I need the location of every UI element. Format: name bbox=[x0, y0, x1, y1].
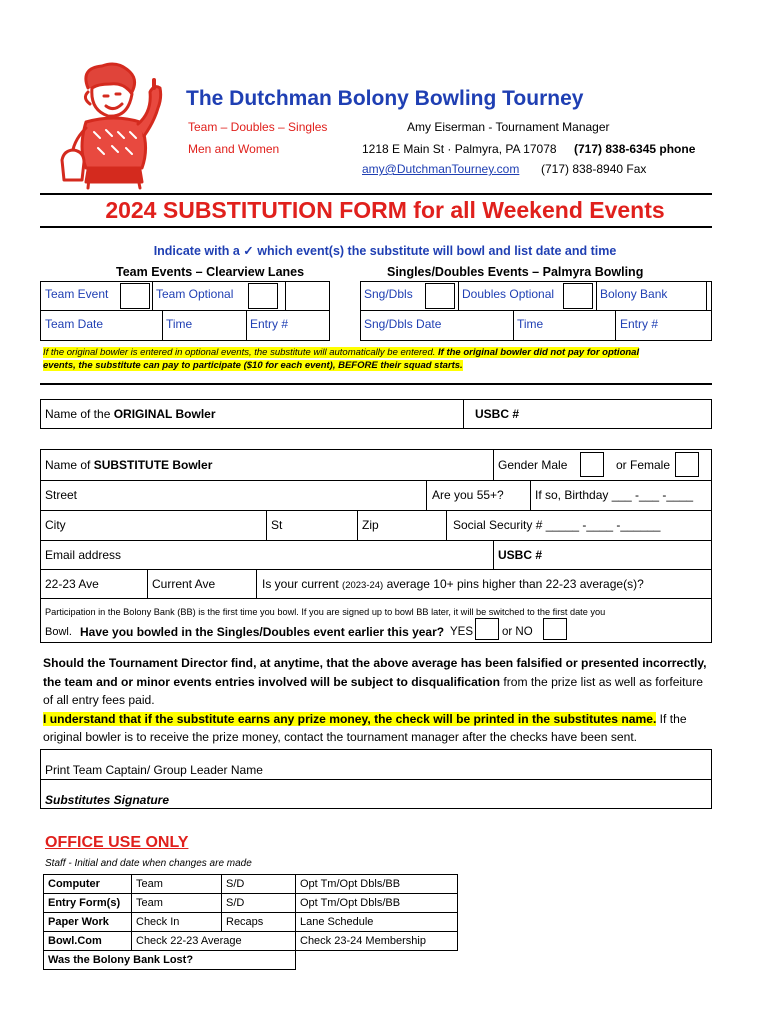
divider bbox=[246, 310, 247, 341]
sng-dbls-label: Sng/Dbls bbox=[364, 287, 413, 301]
table-row bbox=[44, 913, 458, 932]
singles-events-heading: Singles/Doubles Events – Palmyra Bowling bbox=[387, 265, 644, 279]
original-label-bold: ORIGINAL Bowler bbox=[113, 407, 216, 421]
disclaimer-plain-2: from the prize list as well as forfeiture bbox=[499, 674, 703, 689]
gender-male-label: Gender Male bbox=[498, 458, 568, 472]
substitute-usbc-field[interactable]: USBC # bbox=[498, 548, 543, 562]
table-cell: Paper Work bbox=[44, 913, 132, 932]
divider bbox=[40, 598, 712, 599]
disclaimer-line-2 bbox=[43, 673, 733, 692]
table-row bbox=[44, 932, 458, 951]
birthday-field[interactable]: If so, Birthday ___ -___ -____ bbox=[535, 488, 694, 502]
divider bbox=[40, 480, 712, 481]
divider bbox=[596, 281, 597, 310]
disclaimer-line-4 bbox=[43, 710, 733, 729]
event-types: Team – Doubles – Singles bbox=[188, 120, 328, 134]
phone: (717) 838-6345 phone bbox=[574, 142, 696, 156]
bb-note: Participation in the Bolony Bank (BB) is the first time you bowl. If you are signed up to bowl BB later, it will be switched to the first date you bbox=[45, 607, 606, 617]
female-label: or Female bbox=[616, 458, 671, 472]
note-bold: If the original bowler did not pay for optional bbox=[438, 347, 640, 358]
ave-2223-field[interactable]: 22-23 Ave bbox=[45, 577, 99, 591]
state-field[interactable]: St bbox=[271, 518, 283, 532]
disclaimer-line-1: Should the Tournament Director find, at anytime, that the above average has been falsified or presented incorrectly, bbox=[43, 656, 707, 670]
ssn-field[interactable]: Social Security # _____ -____ -______ bbox=[453, 518, 661, 532]
table-cell bbox=[296, 951, 458, 970]
zip-field[interactable]: Zip bbox=[362, 518, 379, 532]
original-usbc-field[interactable]: USBC # bbox=[475, 407, 520, 421]
note-plain: If the original bowler is entered in optional events, the substitute will automatically be entered. bbox=[43, 347, 439, 358]
disclaimer-line-5: original bowler is to receive the prize money, contact the tournament manager after the checks have been sent. bbox=[43, 730, 638, 744]
divider bbox=[493, 449, 494, 480]
office-use-heading: OFFICE USE ONLY bbox=[45, 834, 189, 851]
no-checkbox[interactable] bbox=[543, 618, 567, 640]
avg-q-a: Is your current bbox=[262, 577, 343, 591]
email-link[interactable]: amy@DutchmanTourney.com bbox=[362, 162, 520, 176]
note-bold-2: events, the substitute can pay to participate ($10 for each event), BEFORE their squad starts. bbox=[43, 360, 463, 371]
sng-dbls-date-field[interactable]: Sng/Dbls Date bbox=[364, 317, 442, 331]
divider bbox=[40, 383, 712, 385]
bowl-label: Bowl. bbox=[45, 626, 72, 638]
table-cell: S/D bbox=[222, 894, 296, 913]
divider bbox=[446, 510, 447, 540]
yes-label: YES bbox=[450, 626, 474, 638]
divider bbox=[357, 510, 358, 540]
divider bbox=[40, 226, 712, 228]
age-55-field[interactable]: Are you 55+? bbox=[432, 488, 504, 502]
bolony-bank-label: Bolony Bank bbox=[600, 287, 668, 301]
divider bbox=[426, 480, 427, 510]
address: 1218 E Main St · Palmyra, PA 17078 bbox=[362, 142, 557, 156]
team-time-field[interactable]: Time bbox=[166, 317, 193, 331]
sng-time-field[interactable]: Time bbox=[517, 317, 544, 331]
form-title: 2024 SUBSTITUTION FORM for all Weekend Events bbox=[105, 197, 665, 223]
divider bbox=[266, 510, 267, 540]
table-cell: Computer bbox=[44, 875, 132, 894]
table-cell: Recaps bbox=[222, 913, 296, 932]
divider bbox=[493, 540, 494, 569]
table-cell: Check In bbox=[132, 913, 222, 932]
table-cell: Was the Bolony Bank Lost? bbox=[44, 951, 296, 970]
table-cell: Team bbox=[132, 894, 222, 913]
event-instruction: Indicate with a ✓ which event(s) the substitute will bowl and list date and time bbox=[153, 244, 617, 258]
divider bbox=[40, 310, 330, 311]
yes-checkbox[interactable] bbox=[475, 618, 499, 640]
table-row bbox=[44, 951, 458, 970]
table-row bbox=[44, 894, 458, 913]
divider bbox=[706, 281, 707, 310]
divider bbox=[40, 540, 712, 541]
doubles-optional-label: Doubles Optional bbox=[462, 287, 555, 301]
table-cell: Check 23-24 Membership bbox=[296, 932, 458, 951]
captain-name-field[interactable]: Print Team Captain/ Group Leader Name bbox=[45, 763, 263, 777]
table-cell: Opt Tm/Opt Dbls/BB bbox=[296, 894, 458, 913]
table-row bbox=[44, 875, 458, 894]
doubles-optional-checkbox[interactable] bbox=[563, 283, 593, 309]
divider bbox=[162, 310, 163, 341]
team-optional-label: Team Optional bbox=[156, 287, 234, 301]
fax: (717) 838-8940 Fax bbox=[541, 162, 647, 176]
disclaimer bbox=[43, 654, 733, 747]
divider bbox=[40, 779, 712, 780]
average-question bbox=[262, 577, 644, 591]
staff-note: Staff - Initial and date when changes are made bbox=[45, 858, 252, 869]
bowler-mascot-icon bbox=[58, 58, 170, 192]
substitute-bowler-field[interactable] bbox=[45, 458, 212, 472]
table-cell: Bowl.Com bbox=[44, 932, 132, 951]
tourney-title: The Dutchman Bolony Bowling Tourney bbox=[186, 87, 584, 110]
divider bbox=[463, 399, 464, 429]
men-and-women: Men and Women bbox=[188, 142, 280, 156]
substitute-signature-field[interactable]: Substitutes Signature bbox=[45, 793, 170, 807]
substitute-label-bold: SUBSTITUTE Bowler bbox=[93, 458, 213, 472]
team-event-checkbox[interactable] bbox=[120, 283, 150, 309]
divider bbox=[285, 281, 286, 310]
original-bowler-field[interactable] bbox=[45, 407, 216, 421]
disclaimer-line-3: of all entry fees paid. bbox=[43, 693, 155, 707]
bowled-question: Have you bowled in the Singles/Doubles event earlier this year? bbox=[80, 625, 445, 639]
sng-entry-field[interactable]: Entry # bbox=[620, 317, 659, 331]
divider bbox=[360, 310, 712, 311]
divider bbox=[513, 310, 514, 341]
table-cell: S/D bbox=[222, 875, 296, 894]
avg-q-b: average 10+ pins higher than 22-23 average(s)? bbox=[383, 577, 644, 591]
table-cell: Opt Tm/Opt Dbls/BB bbox=[296, 875, 458, 894]
disclaimer-plain-4a: If the bbox=[656, 711, 687, 726]
table-cell: Check 22-23 Average bbox=[132, 932, 296, 951]
no-label: or NO bbox=[502, 626, 533, 638]
optional-events-note bbox=[43, 346, 713, 372]
email-field[interactable]: Email address bbox=[45, 548, 122, 562]
team-date-field[interactable]: Team Date bbox=[45, 317, 104, 331]
table-cell: Lane Schedule bbox=[296, 913, 458, 932]
original-label: Name of the bbox=[45, 407, 114, 421]
avg-q-small: (2023-24) bbox=[342, 580, 384, 591]
divider bbox=[147, 569, 148, 598]
street-field[interactable]: Street bbox=[45, 488, 78, 502]
divider bbox=[615, 310, 616, 341]
city-field[interactable]: City bbox=[45, 518, 66, 532]
team-entry-field[interactable]: Entry # bbox=[250, 317, 289, 331]
substitute-label: Name of bbox=[45, 458, 94, 472]
disclaimer-bold-2: the team and or minor events entries involved will be subject to disqualification bbox=[43, 674, 500, 689]
divider bbox=[458, 281, 459, 310]
manager-name: Amy Eiserman - Tournament Manager bbox=[407, 120, 610, 134]
mascot-logo bbox=[58, 58, 170, 192]
table-cell: Team bbox=[132, 875, 222, 894]
current-ave-field[interactable]: Current Ave bbox=[152, 577, 216, 591]
team-event-label: Team Event bbox=[45, 287, 109, 301]
team-optional-checkbox[interactable] bbox=[248, 283, 278, 309]
divider bbox=[152, 281, 153, 310]
prize-money-highlight: I understand that if the substitute earns any prize money, the check will be printed in the substitutes name. bbox=[43, 711, 657, 726]
table-cell: Entry Form(s) bbox=[44, 894, 132, 913]
female-checkbox[interactable] bbox=[675, 452, 699, 477]
male-checkbox[interactable] bbox=[580, 452, 604, 477]
divider bbox=[530, 480, 531, 510]
divider bbox=[40, 569, 712, 570]
sng-dbls-checkbox[interactable] bbox=[425, 283, 455, 309]
divider bbox=[40, 510, 712, 511]
office-table bbox=[43, 874, 458, 970]
team-events-heading: Team Events – Clearview Lanes bbox=[116, 265, 305, 279]
divider bbox=[40, 193, 712, 195]
divider bbox=[256, 569, 257, 598]
